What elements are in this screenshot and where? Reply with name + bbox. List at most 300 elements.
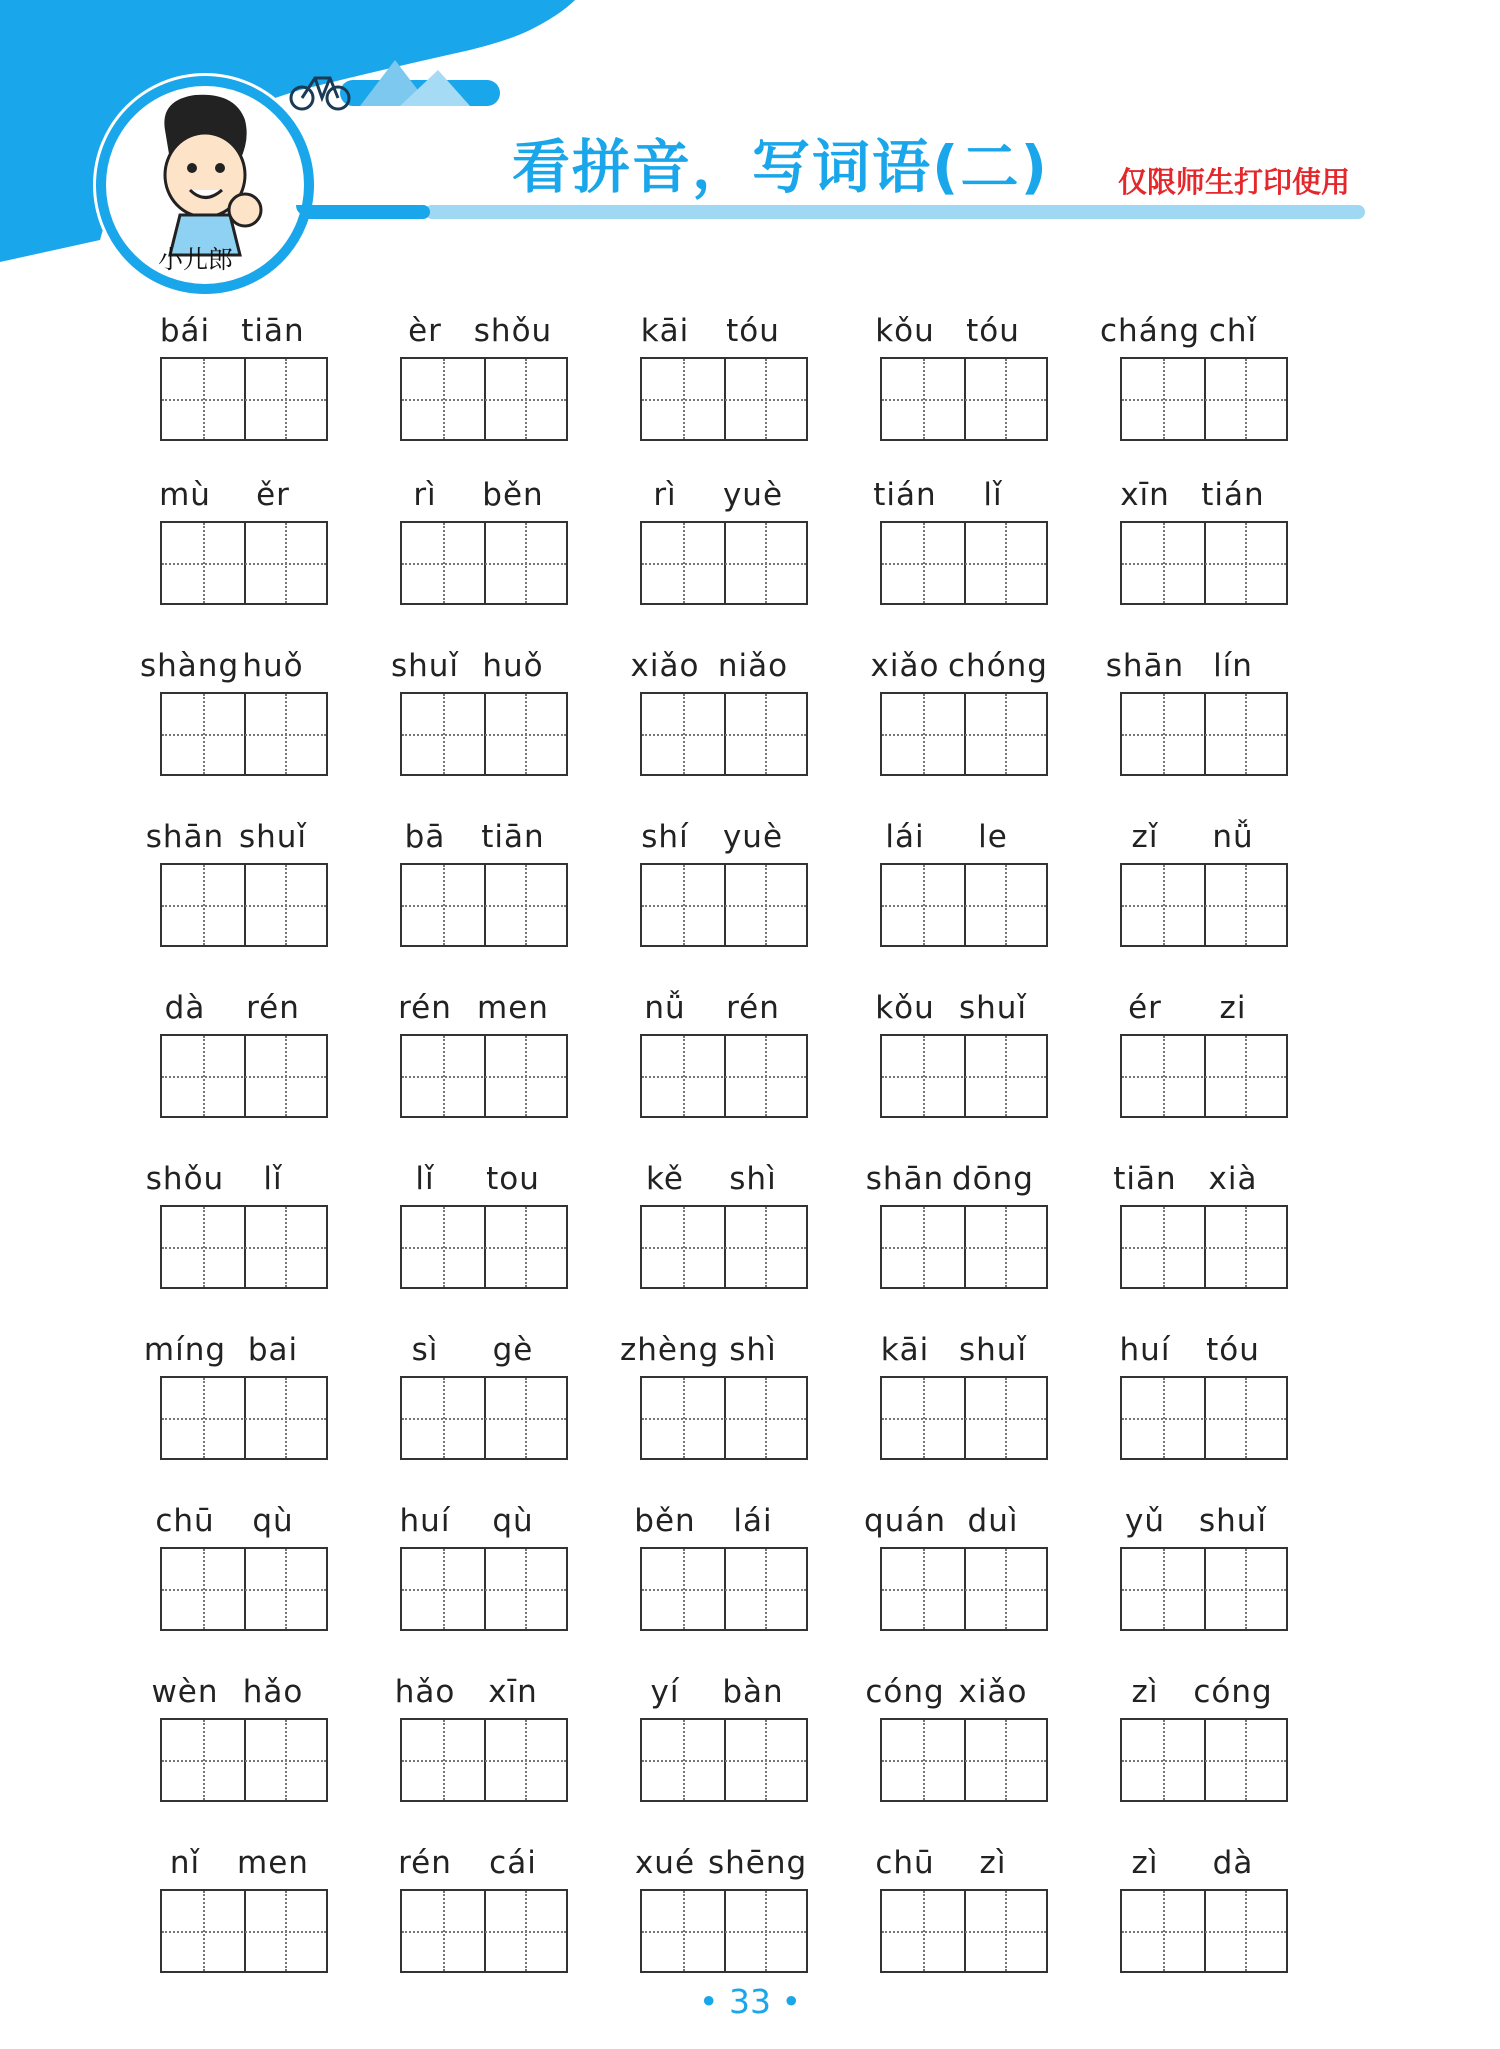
pinyin-syllable: shēng bbox=[708, 1845, 808, 1881]
pinyin-prompt bbox=[380, 982, 580, 1032]
pinyin-syllable: zì bbox=[1131, 1845, 1159, 1881]
pinyin-prompt bbox=[860, 1837, 1060, 1887]
writing-boxes[interactable] bbox=[160, 357, 328, 441]
box-guide-line bbox=[402, 905, 566, 907]
writing-boxes[interactable] bbox=[1120, 1889, 1288, 1973]
box-guide-line bbox=[525, 1207, 527, 1287]
pinyin-syllable: yǔ bbox=[1125, 1503, 1165, 1539]
word-item bbox=[860, 305, 1060, 473]
pinyin-prompt bbox=[620, 811, 820, 861]
box-guide-line bbox=[162, 1418, 326, 1420]
box-guide-line bbox=[1122, 734, 1286, 736]
pinyin-syllable: rì bbox=[413, 477, 437, 513]
box-guide-line bbox=[1005, 359, 1007, 439]
box-guide-line bbox=[1245, 694, 1247, 774]
pinyin-prompt bbox=[140, 469, 340, 519]
pinyin-syllable: tiān bbox=[1113, 1161, 1177, 1197]
writing-boxes[interactable] bbox=[160, 521, 328, 605]
pinyin-prompt bbox=[140, 1495, 340, 1545]
page-number: • 33 • bbox=[699, 1982, 801, 2021]
pinyin-syllable: cóng bbox=[1193, 1674, 1273, 1710]
box-guide-line bbox=[162, 1931, 326, 1933]
box-guide-line bbox=[765, 1207, 767, 1287]
writing-boxes[interactable] bbox=[880, 1889, 1048, 1973]
box-guide-line bbox=[882, 1931, 1046, 1933]
box-guide-line bbox=[203, 1720, 205, 1800]
pinyin-syllable: hǎo bbox=[394, 1674, 456, 1710]
box-guide-line bbox=[923, 1549, 925, 1629]
pinyin-syllable: huǒ bbox=[242, 648, 304, 684]
pinyin-syllable: gè bbox=[492, 1332, 534, 1368]
box-guide-line bbox=[923, 1891, 925, 1971]
box-guide-line bbox=[402, 734, 566, 736]
word-item bbox=[1100, 469, 1300, 637]
word-item bbox=[140, 640, 340, 808]
writing-boxes[interactable] bbox=[880, 357, 1048, 441]
pinyin-syllable: běn bbox=[482, 477, 544, 513]
pinyin-syllable: shān bbox=[145, 819, 225, 855]
pinyin-prompt bbox=[1100, 1153, 1300, 1203]
pinyin-syllable: xiǎo bbox=[630, 648, 700, 684]
box-guide-line bbox=[443, 1720, 445, 1800]
box-guide-line bbox=[683, 1891, 685, 1971]
box-guide-line bbox=[525, 1720, 527, 1800]
writing-boxes[interactable] bbox=[1120, 1205, 1288, 1289]
pinyin-syllable: tián bbox=[1201, 477, 1265, 513]
pinyin-syllable: lái bbox=[885, 819, 925, 855]
writing-boxes[interactable] bbox=[880, 521, 1048, 605]
writing-boxes[interactable] bbox=[160, 692, 328, 776]
pinyin-syllable: lǐ bbox=[263, 1161, 283, 1197]
box-guide-line bbox=[642, 563, 806, 565]
pinyin-syllable: xué bbox=[634, 1845, 696, 1881]
writing-boxes[interactable] bbox=[880, 1376, 1048, 1460]
writing-boxes[interactable] bbox=[400, 1034, 568, 1118]
pinyin-prompt bbox=[380, 1837, 580, 1887]
writing-boxes[interactable] bbox=[400, 863, 568, 947]
box-guide-line bbox=[285, 694, 287, 774]
pinyin-prompt bbox=[620, 1153, 820, 1203]
box-guide-line bbox=[923, 1378, 925, 1458]
box-guide-line bbox=[1163, 865, 1165, 945]
writing-boxes[interactable] bbox=[880, 1205, 1048, 1289]
word-item bbox=[620, 640, 820, 808]
writing-boxes[interactable] bbox=[640, 1889, 808, 1973]
word-item bbox=[140, 1324, 340, 1492]
box-guide-line bbox=[683, 1207, 685, 1287]
box-guide-line bbox=[1245, 1891, 1247, 1971]
pinyin-prompt bbox=[140, 1837, 340, 1887]
writing-boxes[interactable] bbox=[1120, 521, 1288, 605]
box-guide-line bbox=[923, 1207, 925, 1287]
box-guide-line bbox=[765, 694, 767, 774]
box-guide-line bbox=[402, 1931, 566, 1933]
box-guide-line bbox=[1122, 1931, 1286, 1933]
box-guide-line bbox=[683, 1036, 685, 1116]
pinyin-syllable: chóng bbox=[948, 648, 1048, 684]
box-guide-line bbox=[765, 1378, 767, 1458]
box-guide-line bbox=[162, 1076, 326, 1078]
box-guide-line bbox=[642, 1589, 806, 1591]
box-guide-line bbox=[203, 1378, 205, 1458]
writing-boxes[interactable] bbox=[400, 1205, 568, 1289]
brand-label: 小儿郎 bbox=[158, 245, 234, 274]
pinyin-syllable: kǒu bbox=[875, 990, 935, 1026]
pinyin-syllable: zi bbox=[1219, 990, 1247, 1026]
box-guide-line bbox=[683, 1378, 685, 1458]
word-item bbox=[620, 982, 820, 1150]
box-guide-line bbox=[765, 1549, 767, 1629]
pinyin-prompt bbox=[380, 305, 580, 355]
pinyin-prompt bbox=[380, 811, 580, 861]
writing-boxes[interactable] bbox=[1120, 692, 1288, 776]
writing-boxes[interactable] bbox=[1120, 863, 1288, 947]
pinyin-syllable: huǒ bbox=[482, 648, 544, 684]
writing-boxes[interactable] bbox=[160, 1718, 328, 1802]
page-title: 看拼音，写词语(二) bbox=[512, 133, 1050, 201]
box-guide-line bbox=[1122, 399, 1286, 401]
word-item bbox=[860, 1666, 1060, 1834]
box-guide-line bbox=[203, 694, 205, 774]
word-item bbox=[380, 1666, 580, 1834]
pinyin-syllable: xīn bbox=[488, 1674, 538, 1710]
box-guide-line bbox=[882, 1418, 1046, 1420]
writing-boxes[interactable] bbox=[400, 1547, 568, 1631]
pinyin-syllable: kāi bbox=[640, 313, 690, 349]
pinyin-syllable: shǒu bbox=[473, 313, 553, 349]
box-guide-line bbox=[443, 523, 445, 603]
box-guide-line bbox=[525, 1378, 527, 1458]
pinyin-syllable: dà bbox=[164, 990, 206, 1026]
box-guide-line bbox=[1163, 1891, 1165, 1971]
box-guide-line bbox=[765, 865, 767, 945]
box-guide-line bbox=[882, 1760, 1046, 1762]
pinyin-prompt bbox=[140, 1324, 340, 1374]
box-guide-line bbox=[923, 1720, 925, 1800]
box-guide-line bbox=[285, 359, 287, 439]
pinyin-prompt bbox=[1100, 1495, 1300, 1545]
pinyin-prompt bbox=[1100, 305, 1300, 355]
word-item bbox=[1100, 305, 1300, 473]
writing-boxes[interactable] bbox=[1120, 357, 1288, 441]
box-guide-line bbox=[162, 399, 326, 401]
pinyin-syllable: bàn bbox=[722, 1674, 784, 1710]
box-guide-line bbox=[642, 1076, 806, 1078]
pinyin-syllable: shì bbox=[729, 1161, 777, 1197]
box-guide-line bbox=[642, 734, 806, 736]
box-guide-line bbox=[683, 523, 685, 603]
pinyin-syllable: kǒu bbox=[875, 313, 935, 349]
box-guide-line bbox=[203, 865, 205, 945]
pinyin-syllable: nǚ bbox=[644, 990, 686, 1026]
writing-boxes[interactable] bbox=[1120, 1034, 1288, 1118]
box-guide-line bbox=[1163, 1549, 1165, 1629]
word-item bbox=[140, 469, 340, 637]
pinyin-syllable: kě bbox=[646, 1161, 684, 1197]
box-guide-line bbox=[402, 1247, 566, 1249]
word-item bbox=[860, 811, 1060, 979]
writing-boxes[interactable] bbox=[640, 1034, 808, 1118]
writing-boxes[interactable] bbox=[640, 1205, 808, 1289]
writing-boxes[interactable] bbox=[640, 521, 808, 605]
word-item bbox=[860, 1495, 1060, 1663]
box-guide-line bbox=[923, 694, 925, 774]
pinyin-syllable: shì bbox=[729, 1332, 777, 1368]
box-guide-line bbox=[525, 1036, 527, 1116]
word-item bbox=[380, 1153, 580, 1321]
pinyin-syllable: quán bbox=[864, 1503, 946, 1539]
box-guide-line bbox=[402, 1760, 566, 1762]
pinyin-prompt bbox=[1100, 469, 1300, 519]
writing-boxes[interactable] bbox=[640, 1376, 808, 1460]
box-guide-line bbox=[525, 865, 527, 945]
pinyin-syllable: dà bbox=[1212, 1845, 1254, 1881]
box-guide-line bbox=[1005, 865, 1007, 945]
pinyin-syllable: ér bbox=[1128, 990, 1162, 1026]
writing-boxes[interactable] bbox=[880, 1718, 1048, 1802]
pinyin-syllable: wèn bbox=[151, 1674, 219, 1710]
pinyin-syllable: cái bbox=[489, 1845, 537, 1881]
box-guide-line bbox=[683, 694, 685, 774]
pinyin-syllable: lǐ bbox=[983, 477, 1003, 513]
word-item bbox=[620, 1495, 820, 1663]
box-guide-line bbox=[923, 359, 925, 439]
word-item bbox=[140, 982, 340, 1150]
pinyin-syllable: bā bbox=[404, 819, 446, 855]
box-guide-line bbox=[162, 1760, 326, 1762]
box-guide-line bbox=[203, 1549, 205, 1629]
word-item bbox=[620, 1666, 820, 1834]
box-guide-line bbox=[1163, 1720, 1165, 1800]
box-guide-line bbox=[1122, 1076, 1286, 1078]
pinyin-syllable: shān bbox=[1105, 648, 1185, 684]
box-guide-line bbox=[525, 523, 527, 603]
word-item bbox=[860, 1153, 1060, 1321]
writing-boxes[interactable] bbox=[640, 1718, 808, 1802]
writing-boxes[interactable] bbox=[400, 1718, 568, 1802]
pinyin-syllable: bai bbox=[247, 1332, 299, 1368]
box-guide-line bbox=[1163, 1036, 1165, 1116]
pinyin-prompt bbox=[140, 1666, 340, 1716]
pinyin-prompt bbox=[860, 1324, 1060, 1374]
print-restriction-note: 仅限师生打印使用 bbox=[1118, 165, 1351, 199]
pinyin-prompt bbox=[620, 1495, 820, 1545]
writing-boxes[interactable] bbox=[1120, 1547, 1288, 1631]
pinyin-prompt bbox=[380, 1324, 580, 1374]
pinyin-syllable: rén bbox=[398, 1845, 452, 1881]
box-guide-line bbox=[162, 1589, 326, 1591]
writing-boxes[interactable] bbox=[880, 692, 1048, 776]
box-guide-line bbox=[402, 563, 566, 565]
writing-boxes[interactable] bbox=[400, 1889, 568, 1973]
pinyin-syllable: xiǎo bbox=[870, 648, 940, 684]
pinyin-syllable: xià bbox=[1208, 1161, 1258, 1197]
box-guide-line bbox=[1245, 1549, 1247, 1629]
pinyin-syllable: shí bbox=[641, 819, 689, 855]
pinyin-prompt bbox=[860, 469, 1060, 519]
box-guide-line bbox=[1005, 1549, 1007, 1629]
pinyin-syllable: shuǐ bbox=[390, 648, 460, 684]
writing-boxes[interactable] bbox=[160, 1547, 328, 1631]
box-guide-line bbox=[683, 1720, 685, 1800]
pinyin-prompt bbox=[380, 1666, 580, 1716]
box-guide-line bbox=[1005, 523, 1007, 603]
pinyin-syllable: hǎo bbox=[242, 1674, 304, 1710]
pinyin-syllable: duì bbox=[967, 1503, 1019, 1539]
pinyin-syllable: zì bbox=[979, 1845, 1007, 1881]
pinyin-syllable: míng bbox=[143, 1332, 227, 1368]
pinyin-syllable: èr bbox=[408, 313, 442, 349]
box-guide-line bbox=[525, 694, 527, 774]
box-guide-line bbox=[443, 694, 445, 774]
pinyin-syllable: lái bbox=[733, 1503, 773, 1539]
pinyin-syllable: tiān bbox=[481, 819, 545, 855]
writing-boxes[interactable] bbox=[1120, 1718, 1288, 1802]
pinyin-prompt bbox=[380, 640, 580, 690]
pinyin-prompt bbox=[860, 1495, 1060, 1545]
pinyin-syllable: shàng bbox=[140, 648, 240, 684]
word-item bbox=[380, 469, 580, 637]
pinyin-syllable: tou bbox=[486, 1161, 540, 1197]
pinyin-syllable: niǎo bbox=[717, 648, 789, 684]
word-item bbox=[380, 1837, 580, 2005]
pinyin-prompt bbox=[1100, 1666, 1300, 1716]
box-guide-line bbox=[1163, 694, 1165, 774]
word-item bbox=[860, 640, 1060, 808]
pinyin-syllable: men bbox=[477, 990, 549, 1026]
word-item bbox=[140, 1153, 340, 1321]
writing-boxes[interactable] bbox=[880, 1547, 1048, 1631]
box-guide-line bbox=[1122, 1760, 1286, 1762]
box-guide-line bbox=[765, 359, 767, 439]
pinyin-prompt bbox=[620, 305, 820, 355]
box-guide-line bbox=[1245, 1378, 1247, 1458]
pinyin-prompt bbox=[620, 640, 820, 690]
box-guide-line bbox=[1005, 1891, 1007, 1971]
writing-boxes[interactable] bbox=[1120, 1376, 1288, 1460]
box-guide-line bbox=[443, 1891, 445, 1971]
word-item bbox=[620, 1324, 820, 1492]
word-item bbox=[620, 811, 820, 979]
box-guide-line bbox=[642, 1760, 806, 1762]
pinyin-prompt bbox=[620, 982, 820, 1032]
pinyin-syllable: chū bbox=[155, 1503, 215, 1539]
box-guide-line bbox=[162, 1247, 326, 1249]
pinyin-prompt bbox=[380, 469, 580, 519]
pinyin-prompt bbox=[140, 982, 340, 1032]
writing-boxes[interactable] bbox=[640, 692, 808, 776]
box-guide-line bbox=[1163, 359, 1165, 439]
box-guide-line bbox=[203, 1207, 205, 1287]
box-guide-line bbox=[683, 865, 685, 945]
writing-boxes[interactable] bbox=[400, 1376, 568, 1460]
writing-boxes[interactable] bbox=[160, 1205, 328, 1289]
word-item bbox=[1100, 1495, 1300, 1663]
word-item bbox=[380, 305, 580, 473]
writing-boxes[interactable] bbox=[400, 521, 568, 605]
pinyin-syllable: qù bbox=[492, 1503, 534, 1539]
pinyin-syllable: rì bbox=[653, 477, 677, 513]
box-guide-line bbox=[642, 399, 806, 401]
writing-boxes[interactable] bbox=[400, 692, 568, 776]
pinyin-syllable: chǐ bbox=[1208, 313, 1258, 349]
box-guide-line bbox=[443, 1549, 445, 1629]
pinyin-prompt bbox=[140, 640, 340, 690]
box-guide-line bbox=[765, 1891, 767, 1971]
writing-boxes[interactable] bbox=[640, 357, 808, 441]
box-guide-line bbox=[285, 1549, 287, 1629]
box-guide-line bbox=[203, 1036, 205, 1116]
pinyin-syllable: shuǐ bbox=[958, 990, 1028, 1026]
pinyin-syllable: rén bbox=[726, 990, 780, 1026]
writing-boxes[interactable] bbox=[160, 1034, 328, 1118]
box-guide-line bbox=[1245, 1207, 1247, 1287]
pinyin-syllable: cháng bbox=[1100, 313, 1201, 349]
box-guide-line bbox=[882, 1247, 1046, 1249]
pinyin-syllable: xiǎo bbox=[958, 1674, 1028, 1710]
pinyin-syllable: xīn bbox=[1120, 477, 1170, 513]
box-guide-line bbox=[285, 1036, 287, 1116]
writing-boxes[interactable] bbox=[880, 863, 1048, 947]
word-item bbox=[140, 305, 340, 473]
box-guide-line bbox=[203, 1891, 205, 1971]
pinyin-syllable: tóu bbox=[1206, 1332, 1260, 1368]
box-guide-line bbox=[882, 563, 1046, 565]
box-guide-line bbox=[1005, 1036, 1007, 1116]
box-guide-line bbox=[1122, 1247, 1286, 1249]
word-item bbox=[380, 1495, 580, 1663]
writing-boxes[interactable] bbox=[880, 1034, 1048, 1118]
box-guide-line bbox=[525, 1891, 527, 1971]
writing-boxes[interactable] bbox=[400, 357, 568, 441]
pinyin-syllable: běn bbox=[634, 1503, 696, 1539]
word-item bbox=[380, 1324, 580, 1492]
box-guide-line bbox=[642, 1418, 806, 1420]
writing-boxes[interactable] bbox=[640, 863, 808, 947]
writing-boxes[interactable] bbox=[640, 1547, 808, 1631]
pinyin-syllable: shǒu bbox=[145, 1161, 225, 1197]
pinyin-syllable: shuǐ bbox=[238, 819, 308, 855]
writing-boxes[interactable] bbox=[160, 1376, 328, 1460]
pinyin-prompt bbox=[620, 1666, 820, 1716]
box-guide-line bbox=[443, 1207, 445, 1287]
pinyin-prompt bbox=[620, 469, 820, 519]
box-guide-line bbox=[285, 1720, 287, 1800]
pinyin-syllable: chū bbox=[875, 1845, 935, 1881]
box-guide-line bbox=[402, 399, 566, 401]
pinyin-syllable: tóu bbox=[966, 313, 1020, 349]
pinyin-syllable: le bbox=[978, 819, 1008, 855]
box-guide-line bbox=[1005, 1378, 1007, 1458]
box-guide-line bbox=[1245, 359, 1247, 439]
box-guide-line bbox=[285, 865, 287, 945]
word-item bbox=[620, 469, 820, 637]
box-guide-line bbox=[203, 523, 205, 603]
pinyin-syllable: shān bbox=[865, 1161, 945, 1197]
word-item bbox=[860, 982, 1060, 1150]
pinyin-syllable: yuè bbox=[722, 819, 784, 855]
box-guide-line bbox=[923, 523, 925, 603]
pinyin-prompt bbox=[1100, 1324, 1300, 1374]
pinyin-syllable: tiān bbox=[241, 313, 305, 349]
pinyin-syllable: men bbox=[237, 1845, 309, 1881]
writing-boxes[interactable] bbox=[160, 1889, 328, 1973]
box-guide-line bbox=[1245, 865, 1247, 945]
box-guide-line bbox=[402, 1076, 566, 1078]
pinyin-prompt bbox=[380, 1495, 580, 1545]
box-guide-line bbox=[642, 1247, 806, 1249]
writing-boxes[interactable] bbox=[160, 863, 328, 947]
